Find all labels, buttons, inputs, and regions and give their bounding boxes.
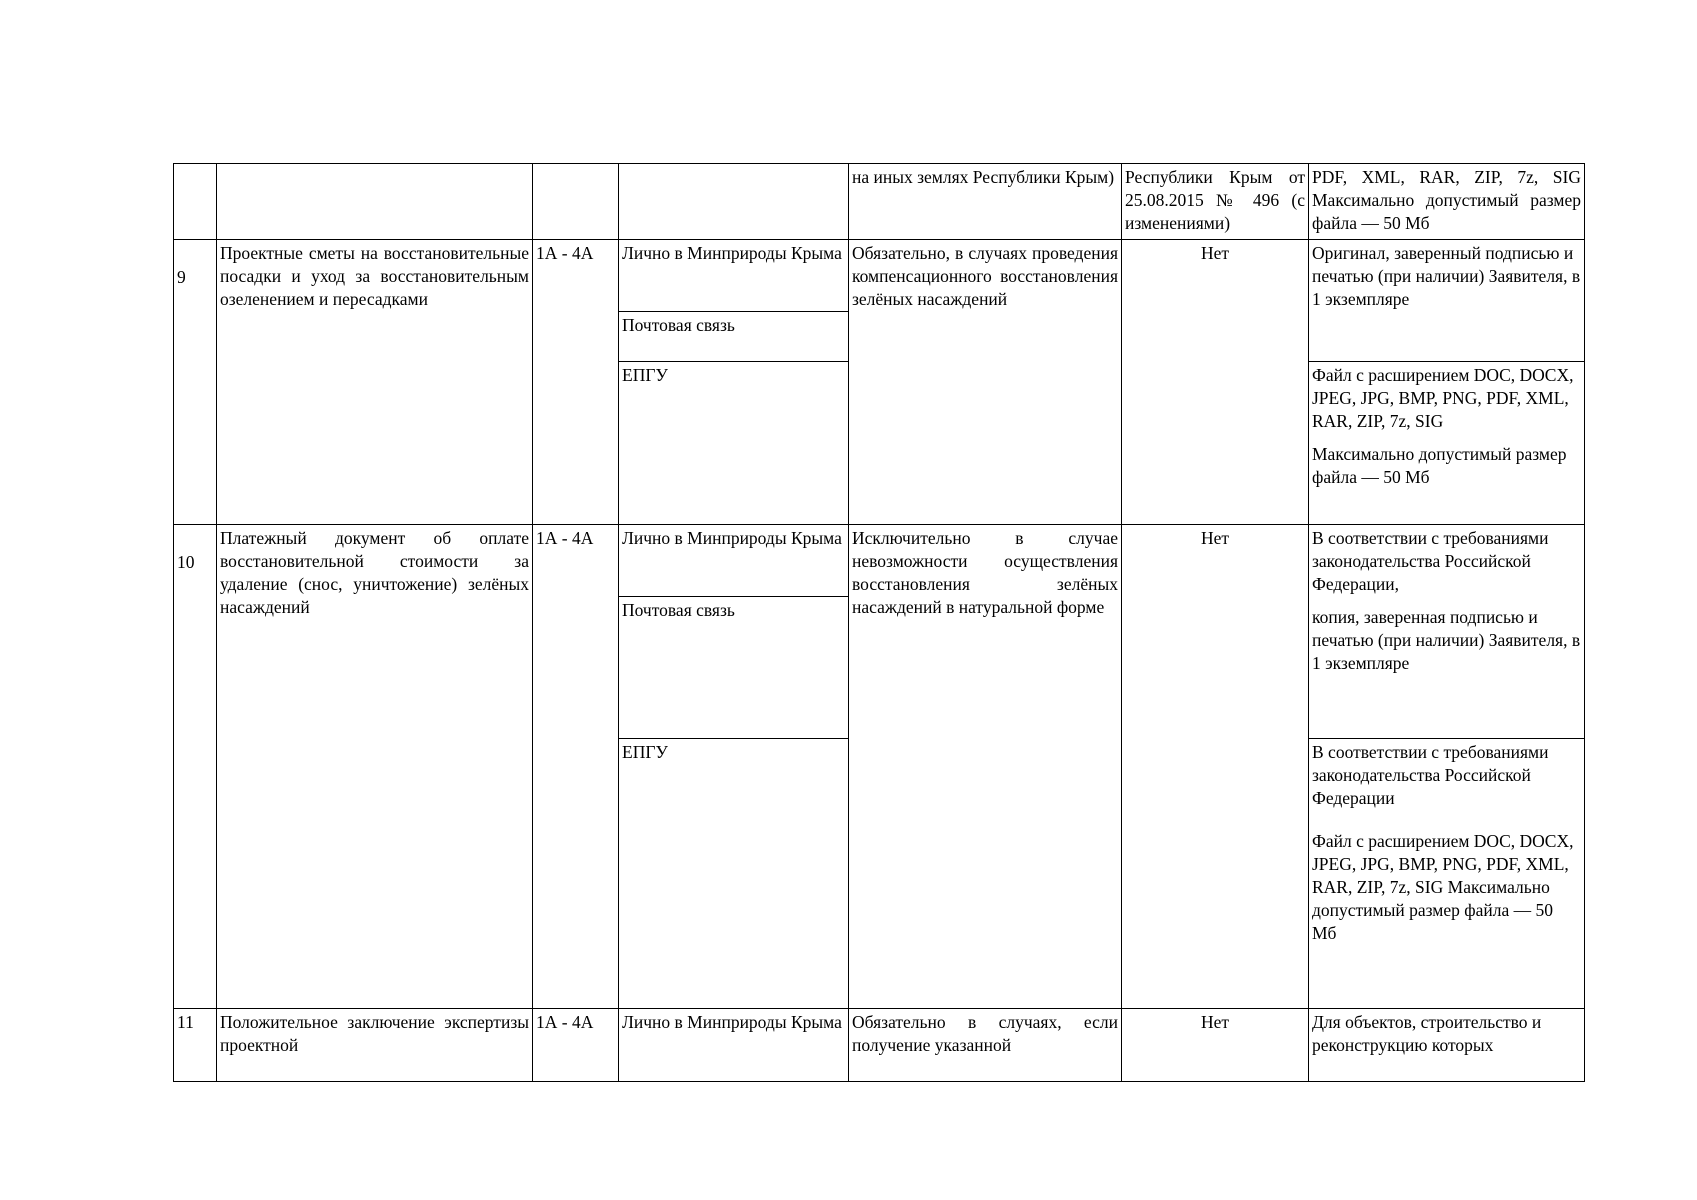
basis-cell: Нет	[1122, 240, 1309, 525]
condition-cell: Обязательно, в случаях проведения компенсационного восстановления зелёных насаждений	[849, 240, 1122, 525]
row-number-cell	[174, 164, 217, 240]
requirements-cell	[1309, 525, 1585, 739]
submission-way-cell: Лично в Минприроды Крыма	[619, 525, 849, 597]
submission-way-cell: Лично в Минприроды Крыма	[619, 240, 849, 312]
condition-cell: Исключительно в случае невозможности осуществления восстановления зелёных насаждений в натуральной форме	[849, 525, 1122, 1009]
table-row	[174, 525, 1585, 597]
max-size-text: Максимально допустимый размер файла — 50 Мб	[1312, 444, 1567, 487]
condition-cell: на иных землях Республики Крым)	[849, 164, 1122, 240]
file-format-text: Файл с расширением DOC, DOCX, JPEG, JPG, BMP, PNG, PDF, XML, RAR, ZIP, 7z, SIG	[1312, 365, 1574, 431]
submission-way-cell: Почтовая связь	[619, 312, 849, 362]
requirements-cell	[1309, 362, 1585, 525]
table-row	[174, 164, 1585, 240]
basis-cell: Нет	[1122, 525, 1309, 1009]
category-cell: 1А - 4А	[533, 1009, 619, 1082]
requirements-cell: PDF, XML, RAR, ZIP, 7z, SIG Максимально допустимый размер файла — 50 Мб	[1309, 164, 1585, 240]
category-cell: 1А - 4А	[533, 525, 619, 1009]
category-cell	[533, 164, 619, 240]
requirements-text: В соответствии с требованиями законодательства Российской Федерации	[1312, 742, 1549, 808]
row-number-cell: 10	[174, 525, 217, 1009]
submission-way-cell: ЕПГУ	[619, 362, 849, 525]
document-cell: Проектные сметы на восстановительные посадки и уход за восстановительным озеленением и пересадками	[217, 240, 533, 525]
requirements-cell	[1309, 739, 1585, 1009]
document-cell: Положительное заключение экспертизы проектной	[217, 1009, 533, 1082]
document-cell	[217, 164, 533, 240]
basis-cell: Республики Крым от 25.08.2015 № 496 (с изменениями)	[1122, 164, 1309, 240]
row-number-cell: 11	[174, 1009, 217, 1082]
row-number-cell: 9	[174, 240, 217, 525]
document-cell: Платежный документ об оплате восстановительной стоимости за удаление (снос, уничтожение) зелёных насаждений	[217, 525, 533, 1009]
table-row	[174, 1009, 1585, 1082]
documents-table	[173, 163, 1585, 1082]
category-cell: 1А - 4А	[533, 240, 619, 525]
submission-way-cell: Почтовая связь	[619, 597, 849, 739]
submission-way-cell: Лично в Минприроды Крыма	[619, 1009, 849, 1082]
condition-cell: Обязательно в случаях, если получение указанной	[849, 1009, 1122, 1082]
requirements-text: В соответствии с требованиями законодательства Российской Федерации,	[1312, 528, 1549, 594]
copy-text: копия, заверенная подписью и печатью (при наличии) Заявителя, в 1 экземпляре	[1312, 607, 1581, 673]
requirements-cell: Оригинал, заверенный подписью и печатью (при наличии) Заявителя, в 1 экземпляре	[1309, 240, 1585, 362]
file-format-text: Файл с расширением DOC, DOCX, JPEG, JPG, BMP, PNG, PDF, XML, RAR, ZIP, 7z, SIG Максимально допустимый размер файла — 50 Мб	[1312, 831, 1574, 943]
table-row	[174, 240, 1585, 312]
submission-way-cell	[619, 164, 849, 240]
submission-way-cell: ЕПГУ	[619, 739, 849, 1009]
basis-cell: Нет	[1122, 1009, 1309, 1082]
requirements-cell: Для объектов, строительство и реконструкцию которых	[1309, 1009, 1585, 1082]
